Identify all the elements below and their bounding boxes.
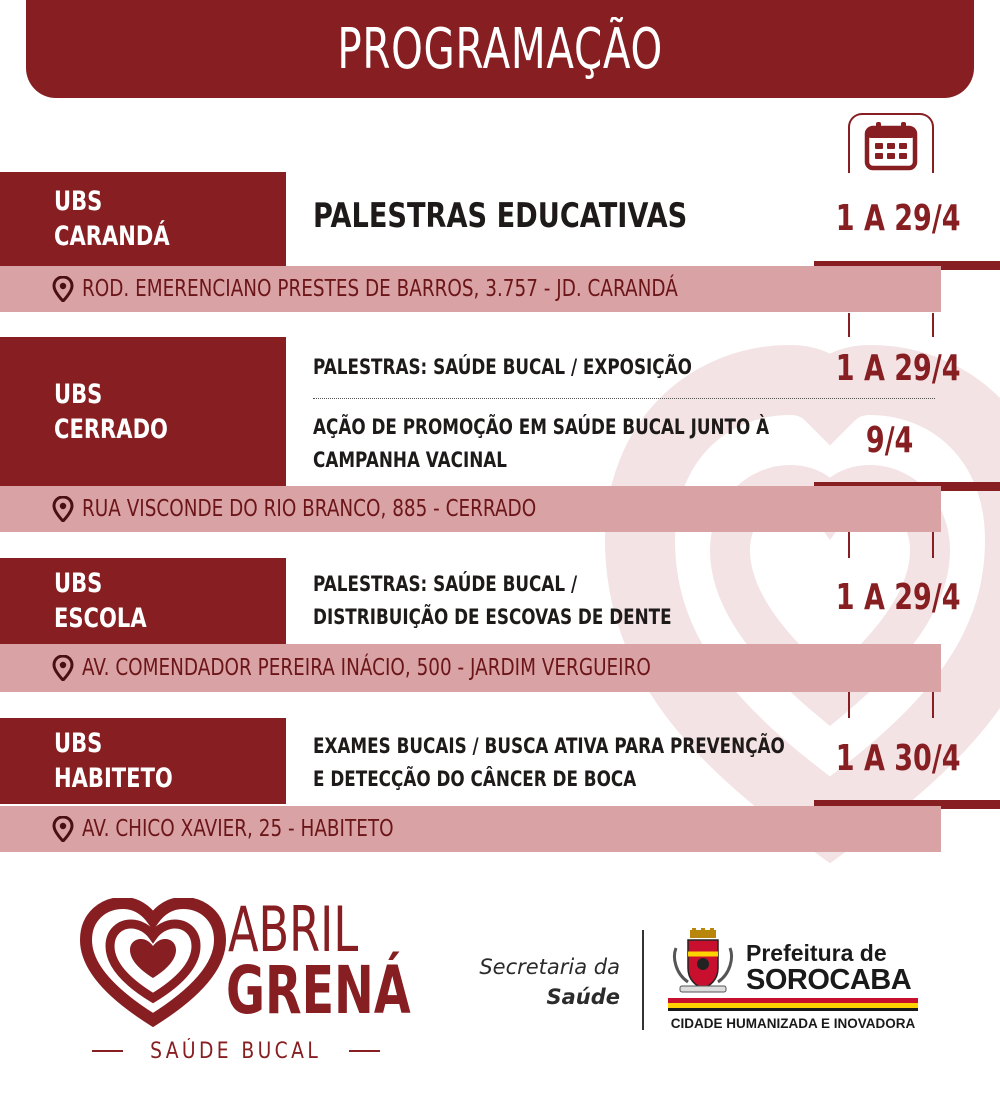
activity-date: 1 A 30/4 [835,738,961,779]
ubs-box-habiteto [0,718,286,804]
connector-line [932,692,934,718]
flag-stripes [668,998,918,1011]
secretaria-label: Secretaria da Saúde [479,955,620,1009]
address-text: ROD. EMERENCIANO PRESTES DE BARROS, 3.757 - JD. CARANDÁ [82,276,678,302]
activity-date: 1 A 29/4 [835,198,961,239]
row-divider [313,398,935,399]
location-pin-icon [52,276,74,302]
activity-text: AÇÃO DE PROMOÇÃO EM SAÚDE BUCAL JUNTO À CAMPANHA VACINAL [313,415,770,472]
address-band [0,806,941,852]
calendar-icon [863,121,919,171]
prefeitura-city: SOROCABA [746,964,912,996]
address-text: AV. COMENDADOR PEREIRA INÁCIO, 500 - JARDIM VERGUEIRO [82,655,651,681]
connector-line [848,532,850,558]
ubs-label: UBS [54,186,103,217]
campaign-title-line1: ABRIL [228,893,359,966]
ubs-label: UBS [54,378,103,410]
address-band [0,486,941,532]
ubs-label: UBS [54,568,103,599]
ubs-name: HABITETO [54,763,173,794]
campaign-title-line2: GRENÁ [226,952,411,1029]
address-band [0,266,941,312]
ubs-label: UBS [54,728,103,759]
address-text: RUA VISCONDE DO RIO BRANCO, 885 - CERRADO [82,496,537,522]
location-pin-icon [52,816,74,842]
activity-text: EXAMES BUCAIS / BUSCA ATIVA PARA PREVENÇÃO E DETECÇÃO DO CÂNCER DE BOCA [313,734,785,791]
coat-of-arms-icon [668,928,738,994]
ubs-name: CARANDÁ [54,221,170,252]
address-band [0,644,941,692]
abril-grena-heart-logo [78,898,228,1028]
ubs-box-cerrado [0,337,286,486]
ubs-box-caranda [0,172,286,266]
connector-line [932,313,934,337]
connector-line [848,692,850,718]
activity-date: 9/4 [866,420,914,461]
prefeitura-slogan: CIDADE HUMANIZADA E INOVADORA [670,1016,916,1031]
ubs-name: CERRADO [54,413,168,445]
connector-line [932,532,934,558]
page-title: PROGRAMAÇÃO [337,16,663,82]
ubs-box-escola [0,558,286,644]
activity-text: PALESTRAS: SAÚDE BUCAL / DISTRIBUIÇÃO DE ESCOVAS DE DENTE [313,572,672,629]
tagline-rule [92,1050,123,1052]
activity-text: PALESTRAS: SAÚDE BUCAL / EXPOSIÇÃO [313,355,692,379]
tagline-text: SAÚDE BUCAL [150,1038,322,1064]
activity-date: 1 A 29/4 [835,348,961,389]
activity-date: 1 A 29/4 [835,577,961,618]
campaign-tagline [92,1034,380,1068]
location-pin-icon [52,496,74,522]
ubs-name: ESCOLA [54,603,147,634]
activity-text: PALESTRAS EDUCATIVAS [313,196,688,236]
footer-separator [642,930,644,1030]
connector-line [848,313,850,337]
tagline-rule [349,1050,380,1052]
address-text: AV. CHICO XAVIER, 25 - HABITETO [82,816,394,842]
header-banner [26,0,974,98]
prefeitura-label: Prefeitura de [746,940,887,966]
location-pin-icon [52,655,74,681]
